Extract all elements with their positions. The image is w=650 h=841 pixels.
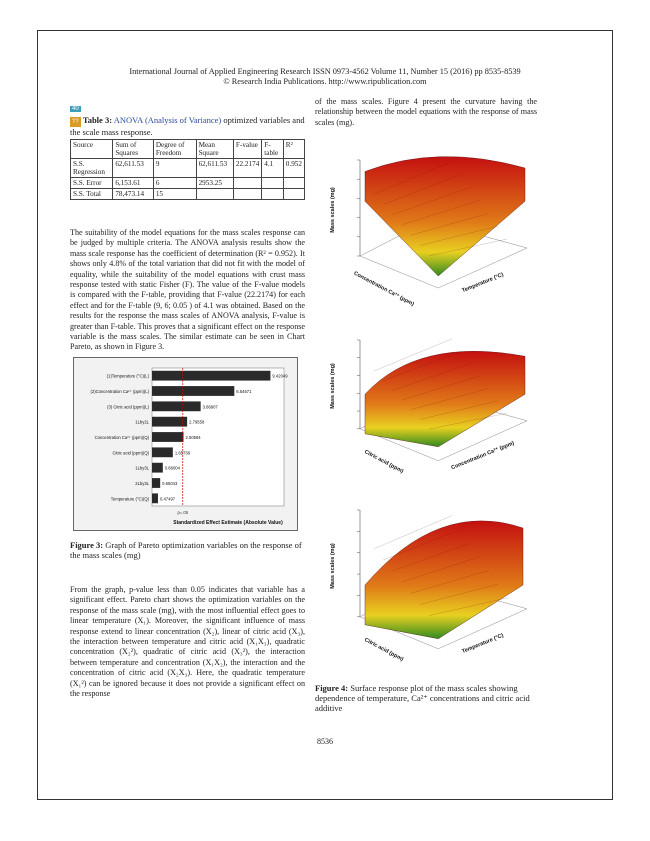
table-row xyxy=(71,159,305,178)
surface-plot-3 xyxy=(320,490,535,680)
th-mean-square: Mean Square xyxy=(196,140,233,159)
figure3-text: Graph of Pareto optimization variables on the response of the mass scales (mg) xyxy=(70,540,302,560)
cell: 6,153.61 xyxy=(113,178,154,189)
cell: 78,473.14 xyxy=(113,189,154,200)
surface-y-label: Temperature (°C) xyxy=(461,271,505,295)
figure4-caption xyxy=(315,683,537,713)
pareto-bar xyxy=(152,463,163,473)
pareto-value-label: 2.50594 xyxy=(185,435,201,440)
table-header-row xyxy=(71,140,305,159)
surface-plot-2 xyxy=(320,320,535,485)
paragraph-pareto: From the graph, p-value less than 0.05 indicates that variable has a significant effect. Pareto chart shows the optimization variables on the response of the mass scale (mg), with the most influential effect goes to linear temperature (X₁). Moreover, the significant influence of mass response extend to linear concentration (X₂), linear of citric acid (X₃), the interaction between temperature and citric acid (X₁X₃), quadratic concentration (X₂²), quadratic of citric acid (X₃²), the interaction between temperature and concentration (X₁X₂), the interaction and the concentration of citric acid (X₂X₃). Here, the quadratic temperature (X₁²) can be ignored because it does not provide a significant effect on the response xyxy=(70,585,305,699)
cell: 62,611.53 xyxy=(113,159,154,178)
pareto-value-label: 6.54671 xyxy=(236,389,252,394)
pareto-category-label: Temperature (°C)(Q) xyxy=(110,496,149,502)
cell: S.S. Total xyxy=(71,189,113,200)
header-line-1: International Journal of Applied Engineering Research ISSN 0973-4562 Volume 11, Number 15 (2016) pp 8535-8539 xyxy=(129,67,521,76)
reference-label: p=.05 xyxy=(177,510,189,515)
surface-x-label: Concentration Ca²⁺ (ppm) xyxy=(352,270,415,308)
surface-x-label: Citric acid (ppm) xyxy=(363,449,405,475)
pareto-category-label: 2Lby3L xyxy=(135,481,149,486)
pareto-svg xyxy=(74,358,297,530)
th-degree-freedom: Degree of Freedom xyxy=(153,140,196,159)
cell xyxy=(262,178,284,189)
pareto-category-label: Citric acid (ppm)(Q) xyxy=(112,450,149,456)
table3-caption xyxy=(70,115,305,137)
cell: 0.952 xyxy=(283,159,304,178)
figure3-label: Figure 3: xyxy=(70,540,104,550)
pareto-bar xyxy=(152,371,270,381)
left-column xyxy=(70,97,305,353)
pareto-bar xyxy=(152,417,187,427)
pareto-value-label: 9.42049 xyxy=(272,373,288,379)
response-surface xyxy=(365,157,525,276)
cell: S.S. Regression xyxy=(71,159,113,178)
figure3-caption xyxy=(70,540,305,560)
figure4-label: Figure 4: xyxy=(315,683,349,693)
pareto-category-label: (3) Citric acid (ppm)(L) xyxy=(107,404,149,410)
th-f-value: F-value xyxy=(233,140,261,159)
pareto-category-label: 1Lby2L xyxy=(135,419,149,425)
table-row xyxy=(71,189,305,200)
pareto-x-axis-label: Standardized Effect Estimate (Absolute Value) xyxy=(173,520,283,526)
cell: 9 xyxy=(153,159,196,178)
cell: 22.2174 xyxy=(233,159,261,178)
pareto-category-label: (1)Temperature (°C)(L) xyxy=(106,373,149,379)
pareto-category-label: (2)Concentration Ca²⁺ (ppm)(L) xyxy=(90,389,149,394)
cell xyxy=(262,189,284,200)
journal-header xyxy=(0,67,650,87)
th-r2: R² xyxy=(283,140,304,159)
surface-z-label: Mass scales (mg) xyxy=(330,543,336,589)
cell: 62,611.53 xyxy=(196,159,233,178)
pareto-bar xyxy=(152,386,234,396)
surface-z-label: Mass scales (mg) xyxy=(330,187,336,233)
th-sum-squares: Sum of Squares xyxy=(113,140,154,159)
page-number: 8536 xyxy=(317,737,333,746)
cell: 15 xyxy=(153,189,196,200)
pareto-value-label: 3.86907 xyxy=(202,404,218,410)
pareto-value-label: 0.47497 xyxy=(159,496,176,502)
pareto-category-label: 1Lby3L xyxy=(135,465,149,471)
pareto-value-label: 2.79558 xyxy=(189,419,205,425)
header-line-2: © Research India Publications. http://www.ripublication.com xyxy=(223,77,427,86)
page-badge[interactable]: 40 xyxy=(72,106,79,112)
pareto-value-label: 1.65738 xyxy=(174,450,190,456)
paragraph-anova: The suitability of the model equations for the mass scales response can be judged by multiple criteria. The ANOVA analysis results show the mass scale response has the coefficient of determination (R² = 0.952). It shows only 4.8% of the total variation that did not fit with the model of equality, while the suitability of the model equations with crust mass response tested with static Fisher (F). The value of the F-value models is compared with the F-table, providing that F-value (22.2174) for each effect and for the F-table (9, 6; 0.05 ) of 4.1 was obtained. Based on the results for the response the mass scales of ANOVA analysis, F-value is greater than F-table. This proves that a significant effect on the response variable is the mass scales. The similar estimate can be seen in Chart Pareto, as shown in Figure 3. xyxy=(70,228,305,352)
right-column xyxy=(315,97,537,128)
cell xyxy=(233,178,261,189)
cell: S.S. Error xyxy=(71,178,113,189)
surface-z-label: Mass scales (mg) xyxy=(330,363,336,409)
pareto-value-label: 0.86004 xyxy=(164,465,180,471)
cell xyxy=(233,189,261,200)
anova-table xyxy=(70,139,305,200)
table3-caption-rest: optimized variables and the scale mass response. xyxy=(70,115,305,137)
pareto-bar xyxy=(152,493,158,503)
surface-plot-1 xyxy=(320,140,535,315)
paragraph-figure4-intro: of the mass scales. Figure 4 present the curvature having the relationship between the model equations with the response of mass scales (mg). xyxy=(315,97,537,127)
table3-label: Table 3: xyxy=(82,115,113,125)
table-row xyxy=(71,178,305,189)
cell: 2953.25 xyxy=(196,178,233,189)
cell: 6 xyxy=(153,178,196,189)
pareto-bar xyxy=(152,401,201,411)
cell xyxy=(196,189,233,200)
pareto-bar xyxy=(152,447,173,457)
th-source: Source xyxy=(71,140,113,159)
surface-y-label: Concentration Ca²⁺ (ppm) xyxy=(450,440,516,472)
cell xyxy=(283,178,304,189)
surface-y-label: Temperature (°C) xyxy=(461,632,505,655)
surface-x-label: Citric acid (ppm) xyxy=(363,637,405,663)
cell: 4.1 xyxy=(262,159,284,178)
cell xyxy=(283,189,304,200)
table-badge[interactable]: ?? xyxy=(72,119,79,125)
pareto-chart xyxy=(73,357,298,531)
pareto-category-label: Concentration Ca²⁺ (ppm)(Q) xyxy=(94,435,149,440)
pareto-value-label: 0.65043 xyxy=(162,481,178,486)
figure4-text: Surface response plot of the mass scales showing dependence of temperature, Ca²⁺ concentrations and citric acid additive xyxy=(315,683,530,713)
th-f-table: F-table xyxy=(262,140,284,159)
table3-caption-italic: ANOVA (Analysis of Variance) xyxy=(113,115,222,125)
pareto-bar xyxy=(152,478,160,488)
pareto-bar xyxy=(152,432,184,442)
